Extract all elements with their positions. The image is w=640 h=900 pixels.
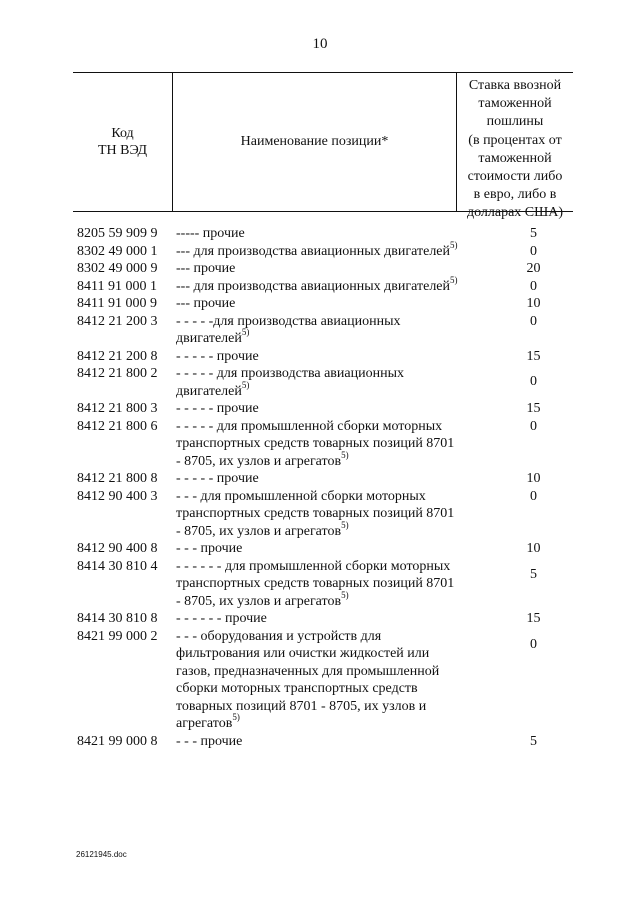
header-name: Наименование позиции* xyxy=(240,134,389,149)
row-code: 8414 30 810 4 xyxy=(77,558,158,574)
row-code: 8414 30 810 8 xyxy=(77,611,158,626)
row-name-text: - - - - - - прочие xyxy=(176,611,267,626)
row-rate: 5 xyxy=(530,733,537,749)
row-code: 8411 91 000 9 xyxy=(77,296,157,311)
footnote-mark: 5) xyxy=(241,379,250,390)
table-row xyxy=(77,348,557,366)
row-name xyxy=(176,610,458,628)
row-code: 8302 49 000 9 xyxy=(77,261,158,276)
row-name xyxy=(176,225,458,243)
row-name xyxy=(176,558,458,611)
row-name xyxy=(176,365,458,400)
row-rate: 0 xyxy=(530,418,537,434)
row-rate: 10 xyxy=(526,296,541,311)
table-row xyxy=(77,488,557,541)
row-name xyxy=(176,239,458,261)
row-name-text: --- прочие xyxy=(176,296,236,311)
table-row xyxy=(77,400,557,418)
row-name xyxy=(176,628,458,733)
row-rate: 10 xyxy=(526,541,541,556)
row-rate: 0 xyxy=(530,636,537,652)
row-rate: 15 xyxy=(526,401,541,416)
row-name-text: --- прочие xyxy=(176,261,236,276)
header-rate-line: стоимости либо xyxy=(467,169,563,185)
row-code: 8421 99 000 2 xyxy=(77,628,158,644)
footnote-mark: 5) xyxy=(341,449,349,460)
table-row xyxy=(77,365,557,400)
row-code: 8412 90 400 8 xyxy=(77,541,158,556)
table-row xyxy=(77,225,557,243)
table-row xyxy=(77,260,557,278)
row-name-text: - - - - -для производства авиационных двигателей xyxy=(176,313,401,346)
header-rate-line: таможенной xyxy=(478,96,552,112)
table-row xyxy=(77,274,557,296)
row-name xyxy=(176,400,458,418)
footnote-mark: 5) xyxy=(341,519,349,530)
row-code: 8412 21 800 2 xyxy=(77,366,158,381)
row-code: 8412 21 800 6 xyxy=(77,418,158,434)
row-name-text: --- для производства авиационных двигателей xyxy=(176,243,451,259)
row-name-text: ----- прочие xyxy=(176,226,245,241)
row-rate: 10 xyxy=(526,471,541,486)
row-name xyxy=(176,733,458,751)
table-row xyxy=(77,558,557,611)
row-code: 8412 21 200 3 xyxy=(77,313,158,329)
table-row xyxy=(77,733,557,751)
header-rate-line: в евро, либо в xyxy=(473,187,557,203)
footnote-mark: 5) xyxy=(450,239,458,250)
table-row xyxy=(77,313,557,348)
footnote-mark: 5) xyxy=(232,712,240,723)
row-code: 8421 99 000 8 xyxy=(77,733,158,749)
header-code xyxy=(73,73,172,211)
footnote-mark: 5) xyxy=(341,589,349,600)
header-code-line: ТН ВЭД xyxy=(97,143,148,158)
header-rate-line: Ставка ввозной xyxy=(468,78,562,93)
row-rate: 0 xyxy=(530,243,537,259)
file-name: 26121945.doc xyxy=(76,850,127,859)
header-rate-line: пошлины xyxy=(486,114,544,130)
row-name xyxy=(176,418,458,471)
header-rate-line: долларах США) xyxy=(466,205,564,221)
table-body xyxy=(77,225,557,750)
row-name-text: - - - прочие xyxy=(176,541,243,556)
table-header xyxy=(73,72,573,221)
footnote-mark: 5) xyxy=(450,274,458,285)
row-code: 8205 59 909 9 xyxy=(77,226,158,241)
row-code: 8412 90 400 3 xyxy=(77,488,158,504)
header-rate xyxy=(457,77,573,223)
table-row xyxy=(77,628,557,733)
row-code: 8411 91 000 1 xyxy=(77,278,157,294)
row-code: 8412 21 800 8 xyxy=(77,471,158,486)
header-code-line: Код xyxy=(111,126,134,141)
row-name-text: - - - для промышленной сборки моторных транспортных средств товарных позиций 8701 - 8705, их узлов и агрегатов xyxy=(176,488,455,539)
row-code: 8302 49 000 1 xyxy=(77,243,158,259)
row-rate: 0 xyxy=(530,313,537,329)
table-row xyxy=(77,295,557,313)
row-name-text: - - - - - для промышленной сборки моторных транспортных средств товарных позиций 8701 - 8705, их узлов и агрегатов xyxy=(176,418,455,469)
row-rate: 15 xyxy=(526,611,541,626)
page-number: 10 xyxy=(312,36,328,52)
row-rate: 15 xyxy=(526,348,541,364)
row-name-text: - - - прочие xyxy=(176,733,243,749)
row-rate: 0 xyxy=(530,488,537,504)
header-rate-line: (в процентах от xyxy=(468,132,562,148)
row-code: 8412 21 800 3 xyxy=(77,401,158,416)
row-name-text: - - - - - для производства авиационных двигателей xyxy=(176,366,404,399)
row-name xyxy=(176,470,458,488)
table-row xyxy=(77,418,557,471)
row-name xyxy=(176,295,458,313)
row-rate: 5 xyxy=(530,226,537,241)
table-row xyxy=(77,470,557,488)
table-row xyxy=(77,540,557,558)
row-name xyxy=(176,540,458,558)
table-row xyxy=(77,239,557,261)
row-name-text: - - - - - прочие xyxy=(176,471,259,486)
row-name-text: - - - - - прочие xyxy=(176,401,259,416)
row-rate: 0 xyxy=(530,374,537,389)
row-rate: 5 xyxy=(530,566,537,582)
row-name-text: - - - - - - для промышленной сборки моторных транспортных средств товарных позиций 8701 - 8705, их узлов и агрегатов xyxy=(176,558,455,609)
table-row xyxy=(77,610,557,628)
header-rate-line: таможенной xyxy=(478,150,552,166)
row-name xyxy=(176,260,458,278)
row-rate: 20 xyxy=(526,261,541,276)
row-name xyxy=(176,313,458,348)
row-name xyxy=(176,274,458,296)
footnote-mark: 5) xyxy=(241,327,250,338)
row-code: 8412 21 200 8 xyxy=(77,348,158,364)
row-name xyxy=(176,348,458,366)
row-name-text: - - - - - прочие xyxy=(176,348,259,364)
row-name xyxy=(176,488,458,541)
row-name-text: --- для производства авиационных двигателей xyxy=(176,278,451,294)
row-name-text: - - - оборудования и устройств для фильтрования или очистки жидкостей или газов, предназначенных для промышленной сборки моторных транспортных средств товарных позиций 8701 - 8705, их узлов и агрегатов xyxy=(176,628,440,731)
row-rate: 0 xyxy=(530,278,537,294)
